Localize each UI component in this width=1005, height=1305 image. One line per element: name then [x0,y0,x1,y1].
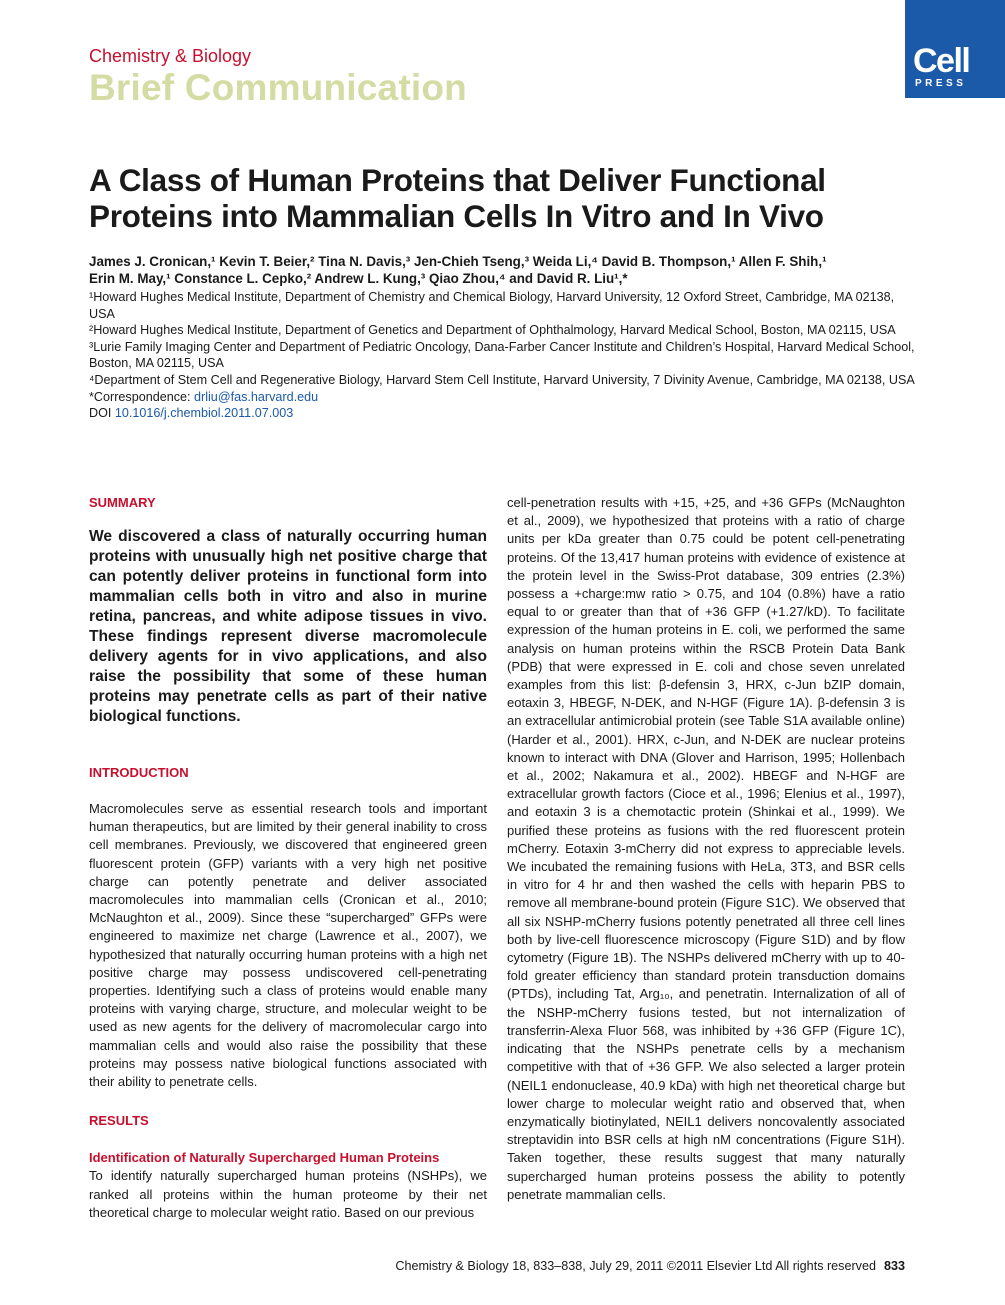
logo-main-text: Cell [913,42,970,80]
introduction-text: Macromolecules serve as essential research tools and important human therapeutics, but are limited by their general inability to cross cell membranes. Previously, we discovered that engineered green fluorescent protein (GFP) variants with a very high net positive charge can potently penetrate and deliver associated macromolecules into mammalian cells (Cronican et al., 2010; McNaughton et al., 2009). Since these “supercharged” GFPs were engineered to maximize net charge (Lawrence et al., 2007), we hypothesized that naturally occurring human proteins with a high net positive charge may possess undiscovered cell-penetrating properties. Identifying such a class of proteins would enable many proteins with varying charge, structure, and molecular weight to be used as new agents for the delivery of macromolecular cargo into mammalian cells and would also raise the possibility that these proteins may possess native biological functions associated with their ability to penetrate cells. [89,801,487,1090]
doi-link[interactable]: 10.1016/j.chembiol.2011.07.003 [114,406,294,421]
correspondence-label: *Correspondence: [89,389,195,404]
affiliations [89,289,919,422]
footer-citation: Chemistry & Biology 18, 833–838, July 29, 2011 ©2011 Elsevier Ltd All rights reserved [395,1259,876,1273]
author-list [89,253,919,287]
doi-label: DOI [89,406,115,421]
correspondence-email-link[interactable]: drliu@fas.harvard.edu [194,389,319,404]
affiliation-3: ³Lurie Family Imaging Center and Department of Pediatric Oncology, Dana-Farber Cancer Institute and Children’s Hospital, Harvard Medical School, Boston, MA 02115, USA [89,339,915,371]
page-number: 833 [883,1259,905,1273]
results-heading: RESULTS [89,1113,149,1129]
introduction-heading: INTRODUCTION [89,765,189,780]
results-subheading: Identification of Naturally Supercharged Human Proteins [89,1150,440,1166]
right-column [507,494,905,1204]
article-title: A Class of Human Proteins that Deliver Functional Proteins into Mammalian Cells In Vitro and In Vivo [89,162,826,234]
cell-press-logo [905,0,1005,98]
results-continued-text: cell-penetration results with +15, +25, and +36 GFPs (McNaughton et al., 2009), we hypothesized that proteins with a ratio of charge units per kDa greater than 0.75 could be potent cell-penetrating proteins. Of the 13,417 human proteins with evidence of existence at the protein level in the Swiss-Prot database, 309 entries (2.3%) possess a +charge:mw ratio > 0.75, and 104 (0.8%) have a ratio equal to or greater than that of +36 GFP (+1.27/kD). To facilitate expression of the human proteins in E. coli, we performed the same analysis on human proteins within the RSCB Protein Data Bank (PDB) that were expressed in E. coli and chose seven unrelated examples from this list: β-defensin 3, HRX, c-Jun bZIP domain, eotaxin 3, HBEGF, N-DEK, and N-HGF (Figure 1A). β-defensin 3 is an extracellular antimicrobial protein (see Table S1A available online) (Harder et al., 2001). HRX, c-Jun, and N-DEK are nuclear proteins known to interact with DNA (Glover and Harrison, 1995; Hollenbach et al., 2002; Nakamura et al., 2002). HBEGF and N-HGF are extracellular growth factors (Cioce et al., 1996; Elenius et al., 1997), and eotaxin 3 is a chemotactic protein (Shinkai et al., 1999). We purified these proteins as fusions with the red fluorescent protein mCherry. Eotaxin 3-mCherry did not express to appreciable levels. We incubated the remaining fusions with HeLa, 3T3, and BSR cells in vitro for 4 hr and then washed the cells with heparin PBS to remove all membrane-bound protein (Figure S1C). We observed that all six NSHP-mCherry fusions potently penetrated all three cell lines both by live-cell fluorescence microscopy (Figure S1D) and by flow cytometry (Figure 1B). The NSHPs delivered mCherry with up to 40-fold greater efficiency than standard protein transduction domains (PTDs), including Tat, Arg₁₀, and penetratin. Internalization of all of the NSHP-mCherry fusions tested, but not internalization of transferrin-Alexa Fluor 568, was inhibited by +36 GFP (Figure 1C), indicating that the NSHPs penetrate cells by a mechanism competitive with that of +36 GFP. We also selected a larger protein (NEIL1 endonuclease, 40.9 kDa) with high net theoretical charge but lower charge to molecular weight ratio and observed that, when enzymatically biotinylated, NEIL1 delivers noncovalently associated streptavidin into BSR cells at high nM concentrations (Figure S1H). Taken together, these results suggest that many naturally supercharged human proteins possess the ability to potently penetrate mammalian cells. [507,495,905,1202]
summary-text: We discovered a class of naturally occurring human proteins with unusually high net positive charge that can potently deliver proteins in functional form into mammalian cells both in vitro and also in murine retina, pancreas, and white adipose tissues in vivo. These findings represent diverse macromolecule delivery agents for in vivo applications, and also raise the possibility that some of these human proteins may penetrate cells as part of their native biological functions. [89,528,487,725]
affiliation-1: ¹Howard Hughes Medical Institute, Department of Chemistry and Chemical Biology, Harvard University, 12 Oxford Street, Cambridge, MA 02138, USA [89,290,895,321]
section-type: Brief Communication [89,67,467,108]
summary-heading: SUMMARY [89,495,156,510]
journal-name: Chemistry & Biology [89,46,252,66]
doi-line [89,405,919,422]
page-footer [89,1259,905,1273]
affiliation-4: ⁴Department of Stem Cell and Regenerative Biology, Harvard Stem Cell Institute, Harvard University, 7 Divinity Avenue, Cambridge, MA 02138, USA [89,372,915,387]
correspondence [89,389,919,406]
left-column [89,494,487,1222]
affiliation-2: ²Howard Hughes Medical Institute, Department of Genetics and Department of Ophthalmology, Harvard Medical School, Boston, MA 02115, USA [89,323,896,338]
authors-line-2: Erin M. May,¹ Constance L. Cepko,² Andrew L. Kung,³ Qiao Zhou,⁴ and David R. Liu¹,* [89,271,628,286]
logo-sub-text: PRESS [915,78,967,89]
results-paragraph-1: To identify naturally supercharged human proteins (NSHPs), we ranked all proteins within the human proteome by their net theoretical charge to molecular weight ratio. Based on our previous [89,1168,487,1220]
authors-line-1: James J. Cronican,¹ Kevin T. Beier,² Tina N. Davis,³ Jen-Chieh Tseng,³ Weida Li,⁴ David B. Thompson,¹ Allen F. Shih,¹ [89,254,827,269]
